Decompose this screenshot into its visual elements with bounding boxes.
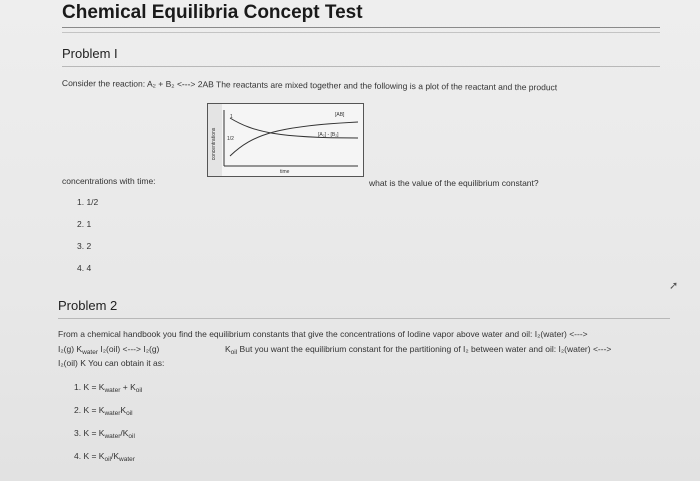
problem-2-choice-2[interactable]: [74, 405, 133, 417]
choice-2-sub-a: water: [104, 410, 121, 417]
title-divider-light: [62, 32, 660, 33]
choice-1-op: + K: [120, 382, 136, 392]
plot-xlabel: time: [280, 169, 290, 175]
problem-1-choice-4[interactable]: 4. 4: [77, 263, 92, 273]
plot-tick-one: 1: [230, 114, 233, 120]
problem-1-choice-2[interactable]: 2. 1: [77, 219, 92, 229]
choice-2-op: K: [120, 405, 127, 415]
problem-1-heading: Problem I: [62, 46, 118, 61]
page-title: Chemical Equilibria Concept Test: [62, 2, 363, 23]
choice-3-sub-b: oil: [128, 433, 135, 440]
concentration-time-plot: [207, 103, 364, 177]
choice-3-text: 3. K = K: [74, 428, 105, 438]
problem-2-line-2-b: I₂(oil) <---> I₂(g): [98, 344, 160, 354]
problem-2-heading: Problem 2: [58, 298, 118, 313]
problem-2-line-2: [58, 344, 159, 356]
choice-2-text: 2. K = K: [74, 405, 105, 415]
problem-1-choice-3[interactable]: 3. 2: [77, 241, 92, 251]
problem-1-choice-1[interactable]: 1. 1/2: [77, 197, 99, 207]
choice-1-sub-a: water: [104, 387, 121, 394]
plot-ylabel: concentrations: [211, 127, 217, 161]
problem-2-choice-4[interactable]: [74, 451, 135, 463]
problem-2-line-1: From a chemical handbook you find the equilibrium constants that give the concentrations of Iodine vapor above water and oil: I₂(water) <--->: [58, 329, 588, 339]
k-oil-sub: oil: [230, 349, 238, 356]
plot-tick-half: 1/2: [227, 136, 234, 142]
problem-2-divider: [58, 318, 670, 319]
choice-4-op: /K: [111, 451, 120, 461]
title-divider: [62, 27, 660, 28]
choice-1-text: 1. K = K: [74, 382, 105, 392]
plot-label-a2b2: [A₂] - [B₂]: [318, 132, 339, 138]
choice-4-sub-a: oil: [104, 456, 111, 463]
problem-2-line-3: I₂(oil) K You can obtain it as:: [58, 358, 165, 368]
problem-2-choice-1[interactable]: [74, 382, 142, 394]
plot-label-ab: [AB]: [335, 112, 345, 118]
problem-1-prompt-tail: concentrations with time:: [62, 176, 156, 186]
choice-3-op: /K: [120, 428, 129, 438]
k-water-sub: water: [82, 349, 98, 356]
problem-2-choice-3[interactable]: [74, 428, 135, 440]
mouse-pointer-icon: ➚: [669, 280, 679, 292]
choice-2-sub-b: oil: [126, 410, 133, 417]
problem-2-k-oil: K: [225, 344, 231, 354]
choice-4-text: 4. K = K: [74, 451, 105, 461]
problem-1-divider: [62, 66, 660, 67]
choice-4-sub-b: water: [119, 456, 135, 463]
choice-3-sub-a: water: [104, 433, 121, 440]
problem-2-line-2-d: But you want the equilibrium constant for the partitioning of I₂ between water and oil: I₂(water) <--->: [237, 344, 612, 354]
problem-1-prompt: Consider the reaction: A₂ + B₂ <---> 2AB The reactants are mixed together and the following is a plot of the reactant and the product: [61, 78, 558, 93]
problem-2-line-2-a: I₂(g) K: [58, 344, 83, 354]
problem-1-question: what is the value of the equilibrium constant?: [369, 178, 539, 188]
problem-2-line-2-right: [225, 344, 611, 356]
choice-1-sub-b: oil: [135, 387, 143, 394]
